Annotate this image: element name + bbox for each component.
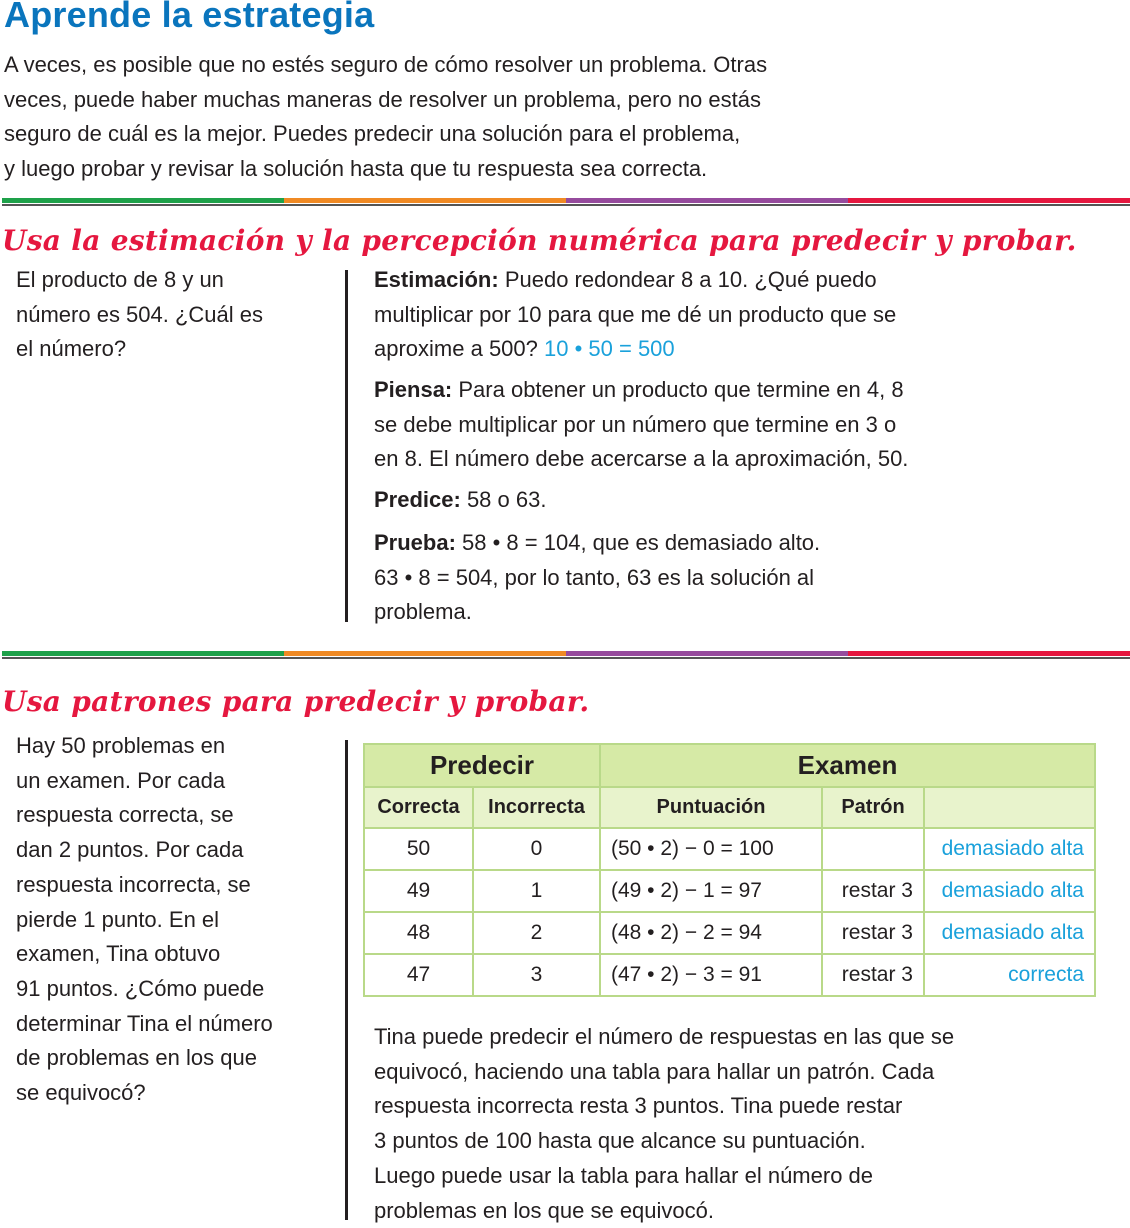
table-column-header-row — [364, 787, 1095, 828]
intro-line: veces, puede haber muchas maneras de resolver un problema, pero no estás — [4, 86, 761, 112]
problem-line: respuesta correcta, se — [16, 802, 234, 828]
table-row — [364, 870, 1095, 912]
cell-incorrecta: 3 — [473, 954, 600, 996]
column-header-puntuacion: Puntuación — [600, 787, 822, 828]
piensa-label: Piensa: — [374, 377, 453, 402]
explanation-paragraph — [374, 1020, 1074, 1228]
cell-correcta: 50 — [364, 828, 473, 870]
page-title: Aprende la estrategia — [4, 0, 375, 35]
cell-result: demasiado alta — [924, 912, 1095, 954]
predice-label: Predice: — [374, 487, 461, 512]
estimacion-equation: 10 • 50 = 500 — [544, 336, 675, 362]
stripe-purple — [566, 651, 848, 656]
stripe-red — [848, 651, 1130, 656]
prueba-text: 58 • 8 = 104, que es demasiado alto. — [455, 530, 821, 555]
explanation-line: respuesta incorrecta resta 3 puntos. Tina puede restar — [374, 1093, 903, 1119]
prediction-table — [363, 743, 1096, 997]
cell-patron: restar 3 — [822, 870, 924, 912]
cell-correcta: 49 — [364, 870, 473, 912]
problem-line: se equivocó? — [16, 1080, 146, 1106]
explanation-line: problemas en los que se equivocó. — [374, 1197, 714, 1223]
cell-puntuacion: (50 • 2) − 0 = 100 — [600, 828, 822, 870]
intro-line: A veces, es posible que no estés seguro de cómo resolver un problema. Otras — [4, 52, 768, 77]
cell-correcta: 47 — [364, 954, 473, 996]
predice-text: 58 o 63. — [460, 487, 547, 512]
explanation-line: equivocó, haciendo una tabla para hallar un patrón. Cada — [374, 1058, 935, 1084]
cell-puntuacion: (47 • 2) − 3 = 91 — [600, 954, 822, 996]
prueba-label: Prueba: — [374, 530, 456, 555]
estimacion-label: Estimación: — [374, 267, 499, 292]
cell-patron: restar 3 — [822, 954, 924, 996]
prueba-text: 63 • 8 = 504, por lo tanto, 63 es la solución al — [374, 564, 815, 590]
problem-line: número es 504. ¿Cuál es — [16, 301, 264, 327]
cell-incorrecta: 1 — [473, 870, 600, 912]
cell-result: correcta — [924, 954, 1095, 996]
table-row — [364, 912, 1095, 954]
explanation-line: 3 puntos de 100 hasta que alcance su puntuación. — [374, 1128, 866, 1154]
stripe-orange — [284, 198, 566, 203]
group-header-predecir: Predecir — [364, 744, 600, 787]
divider-line — [2, 204, 1130, 206]
estimacion-text: multiplicar por 10 para que me dé un producto que se — [374, 301, 897, 327]
piensa-text: Para obtener un producto que termine en 4, 8 — [452, 377, 904, 402]
intro-line: seguro de cuál es la mejor. Puedes predecir una solución para el problema, — [4, 121, 741, 146]
intro-paragraph — [4, 48, 884, 186]
column-divider — [345, 740, 348, 1220]
cell-incorrecta: 2 — [473, 912, 600, 954]
problem-line: Hay 50 problemas en — [16, 733, 226, 758]
estimacion-text: aproxime a 500? — [374, 336, 544, 362]
cell-incorrecta: 0 — [473, 828, 600, 870]
problem-line: pierde 1 punto. En el — [16, 906, 220, 932]
problem-line: el número? — [16, 336, 127, 362]
column-header-patron: Patrón — [822, 787, 924, 828]
piensa-paragraph — [374, 373, 1014, 477]
problem-line: respuesta incorrecta, se — [16, 871, 251, 897]
cell-puntuacion: (49 • 2) − 1 = 97 — [600, 870, 822, 912]
table-row — [364, 828, 1095, 870]
table-group-header-row — [364, 744, 1095, 787]
prueba-text: problema. — [374, 599, 472, 625]
column-header-incorrecta: Incorrecta — [473, 787, 600, 828]
problem-line: determinar Tina el número — [16, 1010, 273, 1036]
problem-line: El producto de 8 y un — [16, 267, 224, 292]
problem-line: de problemas en los que — [16, 1045, 257, 1071]
group-header-examen: Examen — [600, 744, 1095, 787]
stripe-green — [2, 651, 284, 656]
column-header-result — [924, 787, 1095, 828]
stripe-green — [2, 198, 284, 203]
problem-line: 91 puntos. ¿Cómo puede — [16, 975, 265, 1001]
problem-line: examen, Tina obtuvo — [16, 941, 221, 967]
explanation-line: Luego puede usar la tabla para hallar el número de — [374, 1162, 874, 1188]
predice-paragraph — [374, 483, 1014, 518]
stripe-red — [848, 198, 1130, 203]
section2-heading: Usa patrones para predecir y probar. — [2, 685, 590, 718]
cell-patron — [822, 828, 924, 870]
cell-puntuacion: (48 • 2) − 2 = 94 — [600, 912, 822, 954]
section1-heading: Usa la estimación y la percepción numérica para predecir y probar. — [2, 224, 1077, 257]
problem-line: dan 2 puntos. Por cada — [16, 837, 244, 863]
cell-result: demasiado alta — [924, 870, 1095, 912]
explanation-line: Tina puede predecir el número de respuestas en las que se — [374, 1024, 955, 1049]
estimacion-text: Puedo redondear 8 a 10. ¿Qué puedo — [498, 267, 877, 292]
color-stripe-divider — [2, 651, 1130, 656]
cell-result: demasiado alta — [924, 828, 1095, 870]
piensa-text: en 8. El número debe acercarse a la aproximación, 50. — [374, 446, 909, 472]
cell-patron: restar 3 — [822, 912, 924, 954]
intro-line: y luego probar y revisar la solución hasta que tu respuesta sea correcta. — [4, 155, 708, 181]
column-header-correcta: Correcta — [364, 787, 473, 828]
divider-line — [2, 657, 1130, 659]
color-stripe-divider — [2, 198, 1130, 203]
section2-problem — [16, 729, 326, 1111]
table-row — [364, 954, 1095, 996]
piensa-text: se debe multiplicar por un número que termine en 3 o — [374, 411, 897, 437]
prueba-paragraph — [374, 526, 1014, 630]
section1-problem — [16, 263, 326, 367]
column-divider — [345, 270, 348, 622]
estimacion-paragraph — [374, 263, 1014, 367]
stripe-purple — [566, 198, 848, 203]
stripe-orange — [284, 651, 566, 656]
cell-correcta: 48 — [364, 912, 473, 954]
problem-line: un examen. Por cada — [16, 767, 226, 793]
